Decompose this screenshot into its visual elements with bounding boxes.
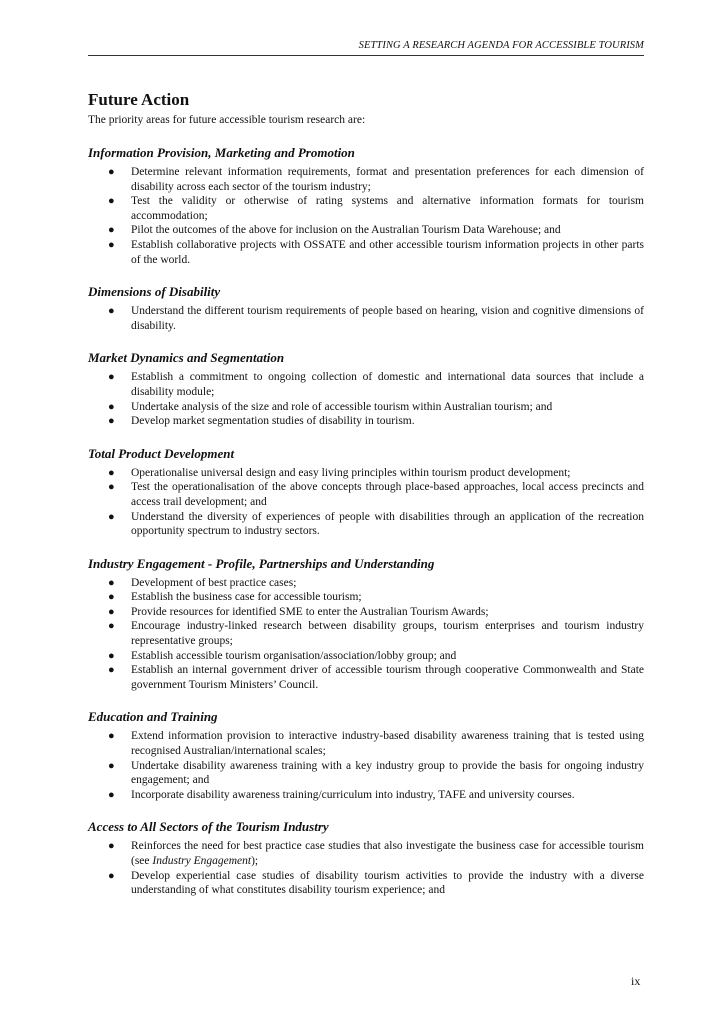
section-dimensions-of-disability [88,284,644,333]
list-item: ● Understand the different tourism requirements of people based on hearing, vision and cognitive dimensions of disability. [108,305,644,332]
bullet-icon: ● [108,664,115,677]
bullet-icon: ● [108,371,115,384]
section-heading: Market Dynamics and Segmentation [88,350,285,366]
list-item: ● Establish a commitment to ongoing collection of domestic and international data sources that include a disability module; [108,371,644,398]
bullet-icon: ● [108,481,115,494]
list-item: ● Incorporate disability awareness training/curriculum into industry, TAFE and university courses. [108,788,575,801]
list-item: ● Undertake disability awareness training with a key industry group to provide the basis for ongoing industry engagement; and [108,759,644,787]
bullet-icon: ● [108,730,115,743]
bullet-icon: ● [108,605,115,618]
list-item: ● Test the validity or otherwise of rating systems and alternative information formats for tourism accommodation; [108,195,644,222]
bullet-list [88,370,644,428]
list-item: ● Understand the diversity of experiences of people with disabilities through an application of the recreation opportunity spectrum to industry sectors. [108,510,644,538]
list-item: ● Pilot the outcomes of the above for inclusion on the Australian Tourism Data Warehouse; and [108,224,561,237]
section-heading: Access to All Sectors of the Tourism Industry [88,819,329,835]
bullet-list [88,304,644,333]
section-heading: Information Provision, Marketing and Promotion [88,145,355,160]
section-access-to-all-sectors [88,819,644,897]
bullet-icon: ● [108,195,115,208]
bullet-icon: ● [108,510,115,523]
page-title: Future Action [88,90,190,109]
section-heading: Education and Training [88,709,218,725]
section-heading: Dimensions of Disability [88,284,221,300]
section-heading: Total Product Development [88,445,235,461]
bullet-list [88,729,644,802]
bullet-icon: ● [108,759,115,772]
section-total-product-development [88,446,644,539]
intro-text: The priority areas for future accessible tourism research are: [88,114,366,126]
list-item: ● Develop experiential case studies of disability tourism activities to provide the industry with a diverse understanding of what constitutes disability tourism experience; and [108,869,644,897]
list-item: ● Development of best practice cases; [108,576,297,589]
list-item: ● Extend information provision to interactive industry-based disability awareness training that is tested using recognised Australian/international scales; [108,730,644,758]
section-information-provision [88,145,644,267]
section-market-dynamics [88,350,644,428]
list-item: ● Establish accessible tourism organisation/association/lobby group; and [108,649,457,662]
bullet-icon: ● [108,238,115,251]
page-content [88,90,644,898]
list-item: ● Determine relevant information requirements, format and presentation preferences for each dimension of disability across each sector of the tourism industry; [108,166,644,193]
list-item: ● Test the operationalisation of the above concepts through place-based approaches, local access precincts and access trail development; and [108,481,644,508]
running-header: SETTING A RESEARCH AGENDA FOR ACCESSIBLE TOURISM [88,40,644,56]
list-item: ● Provide resources for identified SME to enter the Australian Tourism Awards; [108,605,489,618]
bullet-icon: ● [108,224,115,237]
bullet-icon: ● [108,869,115,882]
bullet-icon: ● [108,466,115,479]
list-item: ● Reinforces the need for best practice case studies that also investigate the business case for accessible tourism (see Industry Engagement); [108,840,644,867]
list-item: ● Operationalise universal design and easy living principles within tourism product development; [108,466,571,479]
bullet-icon: ● [108,166,115,178]
bullet-list [88,839,644,897]
bullet-icon: ● [108,576,115,589]
bullet-list [88,165,644,267]
bullet-list [88,576,644,693]
list-item: ● Establish the business case for accessible tourism; [108,591,362,604]
bullet-icon: ● [108,415,115,428]
bullet-icon: ● [108,305,115,318]
page-number: ix [631,974,641,988]
bullet-icon: ● [108,649,115,662]
bullet-icon: ● [108,840,115,853]
bullet-icon: ● [108,620,115,633]
bullet-list [88,466,644,539]
bullet-icon: ● [108,400,115,413]
list-item: ● Develop market segmentation studies of disability in tourism. [108,415,415,428]
section-heading: Industry Engagement - Profile, Partnerships and Understanding [88,555,435,571]
bullet-icon: ● [108,788,115,801]
section-education-and-training [88,709,644,802]
list-item: ● Encourage industry-linked research between disability groups, tourism enterprises and tourism industry representative groups; [108,620,644,648]
section-industry-engagement [88,556,644,693]
list-item: ● Establish collaborative projects with OSSATE and other accessible tourism information projects in other parts of the world. [108,238,644,266]
bullet-icon: ● [108,591,115,604]
list-item: ● Undertake analysis of the size and role of accessible tourism within Australian tourism; and [108,400,553,413]
list-item: ● Establish an internal government driver of accessible tourism through cooperative Commonwealth and State government Tourism Ministers’ Council. [108,664,644,691]
